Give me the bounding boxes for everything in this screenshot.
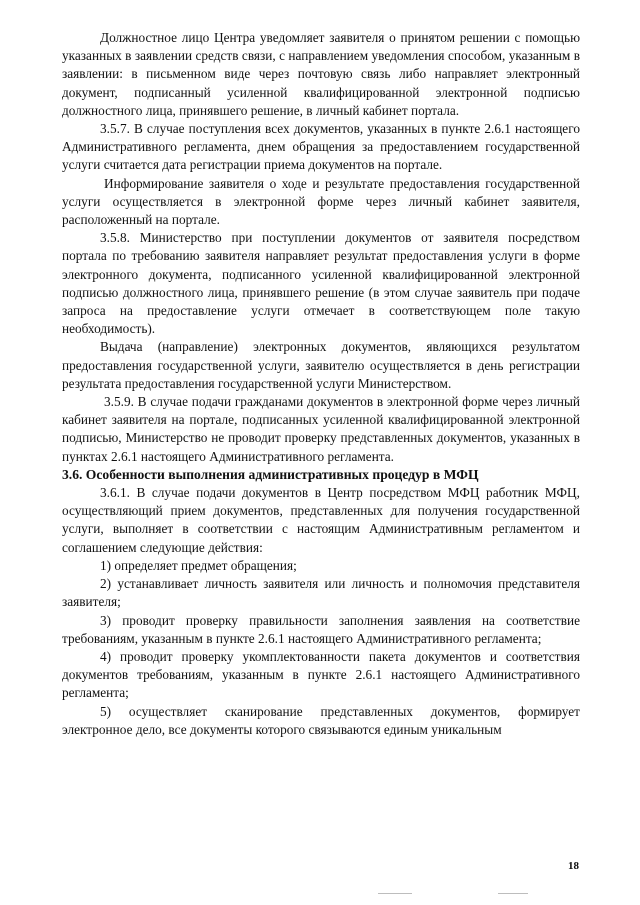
section-heading: 3.6. Особенности выполнения административных процедур в МФЦ <box>62 466 479 482</box>
page-number: 18 <box>568 860 579 872</box>
list-item-3: 3) проводит проверку правильности заполнения заявления на соответствие требованиям, указанным в пункте 2.6.1 настоящего Административного регламента; <box>62 612 580 646</box>
paragraph-informing: Информирование заявителя о ходе и результате предоставления государственной услуги осуществляется в электронной форме через личный кабинет заявителя, расположенный на портале. <box>62 175 580 228</box>
paragraph-3-5-7: 3.5.7. В случае поступления всех документов, указанных в пункте 2.6.1 настоящего Административного регламента, днем обращения за предоставлением государственной услуги считается дата регистрации приема документов на портале. <box>62 121 580 173</box>
list-item-4: 4) проводит проверку укомплектованности пакета документов и соответствия документов требованиям, указанным в пункте 2.6.1 настоящего Административного регламента; <box>62 648 580 701</box>
paragraph-3-5-8: 3.5.8. Министерство при поступлении документов от заявителя посредством портала по требованию заявителя направляет результат предоставления услуги в форме электронного документа, подписанного усиленной квалифицированной электронной подписью должностного лица, принявшего решение (в этом случае заявитель при подаче запроса на предоставление услуги отмечает в соответствующем поле такую необходимость). <box>62 230 580 337</box>
list-item-2: 2) устанавливает личность заявителя или личность и полномочия представителя заявителя; <box>62 576 580 610</box>
page-body <box>62 29 580 739</box>
scan-artifact <box>498 893 528 894</box>
paragraph-issuance: Выдача (направление) электронных документов, являющихся результатом предоставления государственной услуги, заявителю осуществляется в день регистрации результата предоставления государственной услуги Министерством. <box>62 339 580 391</box>
paragraph-notification: Должностное лицо Центра уведомляет заявителя о принятом решении с помощью указанных в заявлении средств связи, с направлением уведомления способом, указанным в заявлении: в письменном виде через почтовую связь либо направляет электронный документ, подписанный усиленной квалифицированной электронной подписью должностного лица, принявшего решение, в личный кабинет портала. <box>62 30 580 118</box>
paragraph-3-5-9: 3.5.9. В случае подачи гражданами документов в электронной форме через личный кабинет заявителя на портале, подписанных усиленной квалифицированной электронной подписью, Министерство не проводит проверку представленных документов, указанных в пунктах 2.6.1 настоящего Административного регламента. <box>62 394 580 464</box>
scan-artifact <box>378 893 412 894</box>
list-item-5: 5) осуществляет сканирование представленных документов, формирует электронное дело, все документы которого связываются единым уникальным <box>62 703 580 737</box>
list-item-1: 1) определяет предмет обращения; <box>100 557 297 573</box>
paragraph-3-6-1: 3.6.1. В случае подачи документов в Центр посредством МФЦ работник МФЦ, осуществляющий прием документов, представленных для получения государственной услуги, выполняет в соответствии с настоящим Административным регламентом и соглашением следующие действия: <box>62 485 580 555</box>
